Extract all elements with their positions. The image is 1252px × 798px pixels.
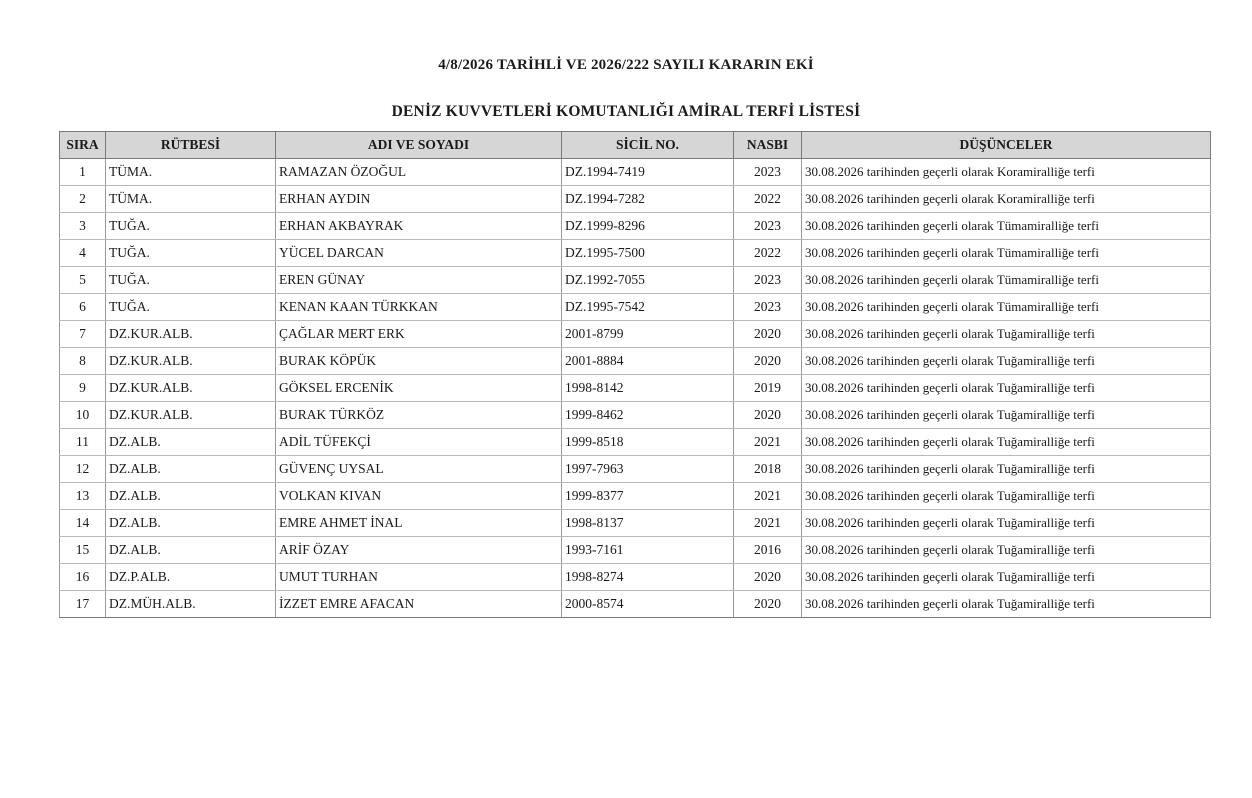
table-row [60,267,1211,294]
cell-sira: 6 [60,294,106,321]
cell-nasbi: 2023 [734,294,802,321]
cell-sicil: 2000-8574 [562,591,734,618]
cell-sicil: DZ.1995-7500 [562,240,734,267]
cell-nasbi: 2020 [734,402,802,429]
table-row [60,294,1211,321]
table-row [60,564,1211,591]
cell-ad: EREN GÜNAY [276,267,562,294]
cell-nasbi: 2019 [734,375,802,402]
cell-nasbi: 2021 [734,429,802,456]
table-row [60,213,1211,240]
table-row [60,429,1211,456]
cell-nasbi: 2020 [734,564,802,591]
cell-ad: İZZET EMRE AFACAN [276,591,562,618]
header-sira: SIRA [60,132,106,159]
cell-nasbi: 2022 [734,240,802,267]
cell-nasbi: 2018 [734,456,802,483]
header-nasbi: NASBI [734,132,802,159]
cell-ad: VOLKAN KIVAN [276,483,562,510]
table-header-row [60,132,1211,159]
cell-dusunce: 30.08.2026 tarihinden geçerli olarak Tuğamiralliğe terfi [802,483,1211,510]
cell-ad: EMRE AHMET İNAL [276,510,562,537]
header-sicil: SİCİL NO. [562,132,734,159]
cell-sicil: DZ.1992-7055 [562,267,734,294]
cell-ad: ERHAN AKBAYRAK [276,213,562,240]
cell-sicil: 1999-8462 [562,402,734,429]
cell-dusunce: 30.08.2026 tarihinden geçerli olarak Koramiralliğe terfi [802,186,1211,213]
cell-dusunce: 30.08.2026 tarihinden geçerli olarak Tuğamiralliğe terfi [802,429,1211,456]
cell-sira: 13 [60,483,106,510]
table-row [60,375,1211,402]
cell-sicil: 1998-8274 [562,564,734,591]
cell-sicil: 1999-8377 [562,483,734,510]
cell-sicil: 1999-8518 [562,429,734,456]
document-subheading: DENİZ KUVVETLERİ KOMUTANLIĞI AMİRAL TERFİ LİSTESİ [391,103,861,120]
cell-sira: 16 [60,564,106,591]
header-ad: ADI VE SOYADI [276,132,562,159]
cell-rutbe: TÜMA. [106,186,276,213]
cell-sira: 2 [60,186,106,213]
table-row [60,348,1211,375]
cell-ad: GÖKSEL ERCENİK [276,375,562,402]
cell-sira: 17 [60,591,106,618]
cell-ad: ARİF ÖZAY [276,537,562,564]
cell-nasbi: 2022 [734,186,802,213]
cell-dusunce: 30.08.2026 tarihinden geçerli olarak Tümamiralliğe terfi [802,294,1211,321]
cell-rutbe: TÜMA. [106,159,276,186]
cell-ad: ERHAN AYDIN [276,186,562,213]
cell-nasbi: 2023 [734,159,802,186]
cell-sira: 10 [60,402,106,429]
table-row [60,240,1211,267]
cell-sicil: 1998-8137 [562,510,734,537]
cell-rutbe: DZ.P.ALB. [106,564,276,591]
cell-dusunce: 30.08.2026 tarihinden geçerli olarak Tuğamiralliğe terfi [802,537,1211,564]
cell-nasbi: 2023 [734,267,802,294]
cell-nasbi: 2021 [734,510,802,537]
cell-ad: BURAK KÖPÜK [276,348,562,375]
cell-sira: 3 [60,213,106,240]
cell-sira: 8 [60,348,106,375]
table-row [60,159,1211,186]
cell-sira: 11 [60,429,106,456]
cell-dusunce: 30.08.2026 tarihinden geçerli olarak Tümamiralliğe terfi [802,240,1211,267]
cell-sira: 1 [60,159,106,186]
table-body [60,159,1211,618]
cell-sicil: 1998-8142 [562,375,734,402]
cell-sira: 9 [60,375,106,402]
cell-dusunce: 30.08.2026 tarihinden geçerli olarak Tuğamiralliğe terfi [802,510,1211,537]
cell-ad: ADİL TÜFEKÇİ [276,429,562,456]
cell-ad: ÇAĞLAR MERT ERK [276,321,562,348]
cell-sira: 4 [60,240,106,267]
cell-rutbe: DZ.KUR.ALB. [106,375,276,402]
cell-sicil: 1997-7963 [562,456,734,483]
cell-dusunce: 30.08.2026 tarihinden geçerli olarak Tuğamiralliğe terfi [802,348,1211,375]
cell-nasbi: 2016 [734,537,802,564]
cell-sicil: 2001-8799 [562,321,734,348]
cell-dusunce: 30.08.2026 tarihinden geçerli olarak Tuğamiralliğe terfi [802,402,1211,429]
cell-rutbe: DZ.KUR.ALB. [106,321,276,348]
cell-dusunce: 30.08.2026 tarihinden geçerli olarak Koramiralliğe terfi [802,159,1211,186]
cell-rutbe: DZ.ALB. [106,537,276,564]
cell-sicil: 2001-8884 [562,348,734,375]
header-dusunce: DÜŞÜNCELER [802,132,1211,159]
cell-ad: YÜCEL DARCAN [276,240,562,267]
cell-dusunce: 30.08.2026 tarihinden geçerli olarak Tümamiralliğe terfi [802,213,1211,240]
cell-sicil: DZ.1995-7542 [562,294,734,321]
cell-sira: 7 [60,321,106,348]
table-row [60,591,1211,618]
cell-nasbi: 2020 [734,321,802,348]
table-row [60,321,1211,348]
cell-ad: UMUT TURHAN [276,564,562,591]
cell-sira: 12 [60,456,106,483]
table-row [60,186,1211,213]
cell-nasbi: 2020 [734,591,802,618]
cell-ad: KENAN KAAN TÜRKKAN [276,294,562,321]
cell-nasbi: 2020 [734,348,802,375]
cell-dusunce: 30.08.2026 tarihinden geçerli olarak Tuğamiralliğe terfi [802,456,1211,483]
cell-ad: BURAK TÜRKÖZ [276,402,562,429]
cell-dusunce: 30.08.2026 tarihinden geçerli olarak Tuğamiralliğe terfi [802,564,1211,591]
cell-sira: 15 [60,537,106,564]
promotion-table [59,131,1211,618]
cell-rutbe: DZ.ALB. [106,456,276,483]
cell-rutbe: DZ.KUR.ALB. [106,402,276,429]
cell-rutbe: DZ.ALB. [106,510,276,537]
cell-dusunce: 30.08.2026 tarihinden geçerli olarak Tuğamiralliğe terfi [802,591,1211,618]
table-row [60,510,1211,537]
cell-nasbi: 2021 [734,483,802,510]
cell-dusunce: 30.08.2026 tarihinden geçerli olarak Tuğamiralliğe terfi [802,375,1211,402]
cell-sira: 5 [60,267,106,294]
cell-rutbe: DZ.ALB. [106,483,276,510]
cell-nasbi: 2023 [734,213,802,240]
document-heading: 4/8/2026 TARİHLİ VE 2026/222 SAYILI KARARIN EKİ [438,57,814,73]
cell-rutbe: TUĞA. [106,267,276,294]
table-row [60,537,1211,564]
cell-sira: 14 [60,510,106,537]
cell-rutbe: TUĞA. [106,213,276,240]
cell-ad: GÜVENÇ UYSAL [276,456,562,483]
cell-dusunce: 30.08.2026 tarihinden geçerli olarak Tümamiralliğe terfi [802,267,1211,294]
table-row [60,402,1211,429]
cell-dusunce: 30.08.2026 tarihinden geçerli olarak Tuğamiralliğe terfi [802,321,1211,348]
cell-ad: RAMAZAN ÖZOĞUL [276,159,562,186]
cell-sicil: DZ.1994-7282 [562,186,734,213]
cell-sicil: 1993-7161 [562,537,734,564]
cell-rutbe: DZ.KUR.ALB. [106,348,276,375]
header-rutbe: RÜTBESİ [106,132,276,159]
table-row [60,456,1211,483]
cell-rutbe: TUĞA. [106,294,276,321]
cell-rutbe: DZ.ALB. [106,429,276,456]
table-row [60,483,1211,510]
cell-sicil: DZ.1994-7419 [562,159,734,186]
cell-rutbe: DZ.MÜH.ALB. [106,591,276,618]
cell-rutbe: TUĞA. [106,240,276,267]
cell-sicil: DZ.1999-8296 [562,213,734,240]
